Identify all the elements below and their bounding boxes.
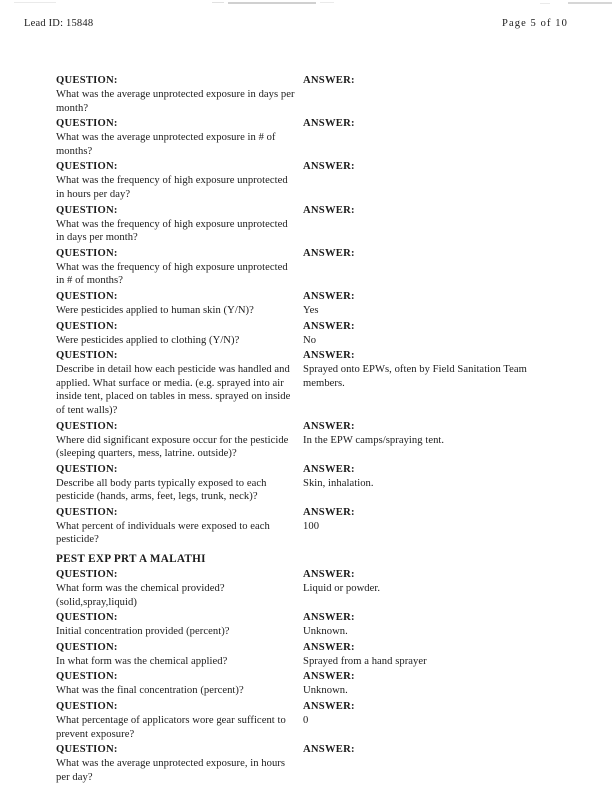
question-column (56, 625, 303, 639)
question-text: What was the average unprotected exposure in days per month? (56, 89, 295, 114)
qa-label-row (56, 641, 556, 655)
question-label: QUESTION: (56, 671, 118, 683)
answer-column (303, 304, 556, 318)
question-label: QUESTION: (56, 420, 118, 432)
answer-label: ANSWER: (303, 744, 355, 756)
question-label: QUESTION: (56, 744, 118, 756)
qa-label-row (56, 160, 556, 174)
question-text: What percentage of applicators wore gear sufficent to prevent exposure? (56, 715, 286, 740)
answer-text: Unknown. (303, 626, 348, 638)
answer-column (303, 74, 556, 88)
block-spacer (56, 784, 556, 786)
question-label: QUESTION: (56, 641, 118, 653)
qa-text-row (56, 363, 556, 417)
question-label: QUESTION: (56, 290, 118, 302)
question-label: QUESTION: (56, 612, 118, 624)
question-label: QUESTION: (56, 463, 118, 475)
qa-text-row (56, 434, 556, 461)
answer-label: ANSWER: (303, 569, 355, 581)
qa-label-row (56, 420, 556, 434)
question-text: Were pesticides applied to clothing (Y/N)? (56, 334, 240, 346)
question-text: Describe in detail how each pesticide was handled and applied. What surface or media. (e.g. sprayed into air inside tent, placed on tables in mess. sprayed on inside of tent walls)? (56, 364, 291, 416)
question-column (56, 714, 303, 741)
answer-column (303, 247, 556, 261)
question-text: Were pesticides applied to human skin (Y/N)? (56, 304, 254, 316)
question-text: In what form was the chemical applied? (56, 655, 228, 667)
question-column (56, 131, 303, 158)
answer-text: Sprayed from a hand sprayer (303, 655, 427, 667)
question-text: Where did significant exposure occur for the pesticide (sleeping quarters, mess, latrine. outside)? (56, 434, 289, 460)
answer-text: Unknown. (303, 685, 348, 697)
question-column (56, 582, 303, 609)
qa-label-row (56, 743, 556, 757)
answer-column (303, 520, 556, 534)
question-text: What was the frequency of high exposure unprotected in days per month? (56, 218, 288, 244)
question-column (56, 434, 303, 461)
answer-column (303, 334, 556, 348)
answer-column (303, 420, 556, 434)
question-label: QUESTION: (56, 569, 118, 581)
qa-label-row (56, 700, 556, 714)
page-header (24, 18, 588, 34)
answer-column (303, 568, 556, 582)
question-label: QUESTION: (56, 161, 118, 173)
question-column (56, 174, 303, 201)
scan-artifact (228, 2, 316, 4)
answer-label: ANSWER: (303, 161, 355, 173)
answer-label: ANSWER: (303, 671, 355, 683)
page-number-indicator: Page 5 of 10 (502, 18, 568, 29)
question-label: QUESTION: (56, 118, 118, 130)
answer-label: ANSWER: (303, 118, 355, 130)
question-column (56, 641, 303, 655)
scan-artifact (568, 2, 612, 4)
question-label: QUESTION: (56, 701, 118, 713)
qa-text-row (56, 582, 556, 609)
question-text: What was the final concentration (percent)? (56, 685, 244, 697)
answer-text: No (303, 334, 317, 346)
qa-text-row (56, 757, 556, 784)
qa-label-row (56, 349, 556, 363)
question-label: QUESTION: (56, 350, 118, 362)
question-column (56, 204, 303, 218)
answer-column (303, 625, 556, 639)
scan-artifact (320, 2, 334, 3)
question-text: What form was the chemical provided?(solid,spray,liquid) (56, 583, 225, 608)
qa-text-row (56, 477, 556, 504)
answer-label: ANSWER: (303, 320, 355, 332)
question-column (56, 757, 303, 784)
answer-column (303, 160, 556, 174)
answer-text: 0 (303, 715, 309, 727)
qa-label-row (56, 568, 556, 582)
question-label: QUESTION: (56, 204, 118, 216)
question-column (56, 477, 303, 504)
question-column (56, 160, 303, 174)
question-column (56, 655, 303, 669)
question-text: What percent of individuals were exposed to each pesticide? (56, 520, 270, 546)
answer-text: 100 (303, 520, 320, 532)
answer-label: ANSWER: (303, 701, 355, 713)
question-text: What was the frequency of high exposure unprotected in # of months? (56, 261, 288, 287)
answer-column (303, 582, 556, 596)
question-column (56, 700, 303, 714)
section-heading: PEST EXP PRT A MALATHI (56, 553, 206, 566)
answer-column (303, 684, 556, 698)
answer-text: In the EPW camps/spraying tent. (303, 434, 445, 446)
question-column (56, 506, 303, 520)
qa-label-row (56, 117, 556, 131)
answer-column (303, 463, 556, 477)
qa-text-row (56, 625, 556, 639)
question-column (56, 74, 303, 88)
answer-column (303, 506, 556, 520)
answer-label: ANSWER: (303, 641, 355, 653)
qa-text-row (56, 334, 556, 348)
answer-column (303, 320, 556, 334)
question-text: What was the average unprotected exposure in # of months? (56, 132, 276, 157)
qa-label-row (56, 463, 556, 477)
answer-label: ANSWER: (303, 420, 355, 432)
qa-text-row (56, 304, 556, 318)
answer-label: ANSWER: (303, 350, 355, 362)
answer-label: ANSWER: (303, 204, 355, 216)
question-column (56, 334, 303, 348)
answer-column (303, 290, 556, 304)
answer-column (303, 434, 556, 448)
qa-text-row (56, 88, 556, 115)
question-label: QUESTION: (56, 506, 118, 518)
qa-label-row (56, 670, 556, 684)
answer-column (303, 477, 556, 491)
question-column (56, 420, 303, 434)
qa-text-row (56, 714, 556, 741)
answer-column (303, 670, 556, 684)
answer-column (303, 349, 556, 363)
qa-text-row (56, 655, 556, 669)
qa-text-row (56, 174, 556, 201)
question-column (56, 520, 303, 547)
qa-text-row (56, 684, 556, 698)
question-column (56, 247, 303, 261)
question-column (56, 611, 303, 625)
qa-label-row (56, 204, 556, 218)
qa-label-row (56, 320, 556, 334)
question-column (56, 218, 303, 245)
question-text: What was the average unprotected exposure, in hours per day? (56, 758, 286, 783)
qa-label-row (56, 611, 556, 625)
answer-label: ANSWER: (303, 506, 355, 518)
scan-artifact (540, 3, 550, 4)
answer-text: Sprayed onto EPWs, often by Field Sanitation Team members. (303, 364, 527, 389)
qa-label-row (56, 74, 556, 88)
block-spacer (56, 547, 556, 549)
answer-column (303, 700, 556, 714)
answer-text: Yes (303, 304, 319, 316)
question-column (56, 320, 303, 334)
question-column (56, 117, 303, 131)
qa-text-row (56, 131, 556, 158)
question-column (56, 743, 303, 757)
question-column (56, 684, 303, 698)
answer-text: Liquid or powder. (303, 583, 381, 595)
answer-label: ANSWER: (303, 290, 355, 302)
lead-id-label: Lead ID: 15848 (24, 18, 94, 29)
question-column (56, 568, 303, 582)
answer-column (303, 117, 556, 131)
answer-label: ANSWER: (303, 612, 355, 624)
question-label: QUESTION: (56, 247, 118, 259)
question-column (56, 290, 303, 304)
scan-artifact (14, 2, 56, 3)
qa-label-row (56, 506, 556, 520)
answer-column (303, 611, 556, 625)
qa-text-row (56, 261, 556, 288)
scan-artifact (212, 2, 224, 3)
qa-text-row (56, 520, 556, 547)
answer-column (303, 714, 556, 728)
qa-text-row (56, 218, 556, 245)
question-column (56, 88, 303, 115)
question-label: QUESTION: (56, 320, 118, 332)
question-column (56, 261, 303, 288)
answer-text: Skin, inhalation. (303, 477, 374, 489)
question-text: Initial concentration provided (percent)? (56, 626, 230, 638)
answer-column (303, 641, 556, 655)
answer-label: ANSWER: (303, 247, 355, 259)
qa-label-row (56, 290, 556, 304)
question-column (56, 349, 303, 363)
answer-label: ANSWER: (303, 75, 355, 86)
answer-column (303, 363, 556, 390)
question-column (56, 463, 303, 477)
answer-column (303, 743, 556, 757)
answer-column (303, 655, 556, 669)
question-text: Describe all body parts typically exposed to each pesticide (hands, arms, feet, legs, trunk, neck)? (56, 477, 267, 503)
question-label: QUESTION: (56, 75, 118, 86)
question-column (56, 304, 303, 318)
answer-label: ANSWER: (303, 463, 355, 475)
question-column (56, 670, 303, 684)
qa-label-row (56, 247, 556, 261)
question-column (56, 363, 303, 417)
question-text: What was the frequency of high exposure unprotected in hours per day? (56, 175, 288, 200)
answer-column (303, 204, 556, 218)
questionnaire-body (56, 74, 556, 786)
